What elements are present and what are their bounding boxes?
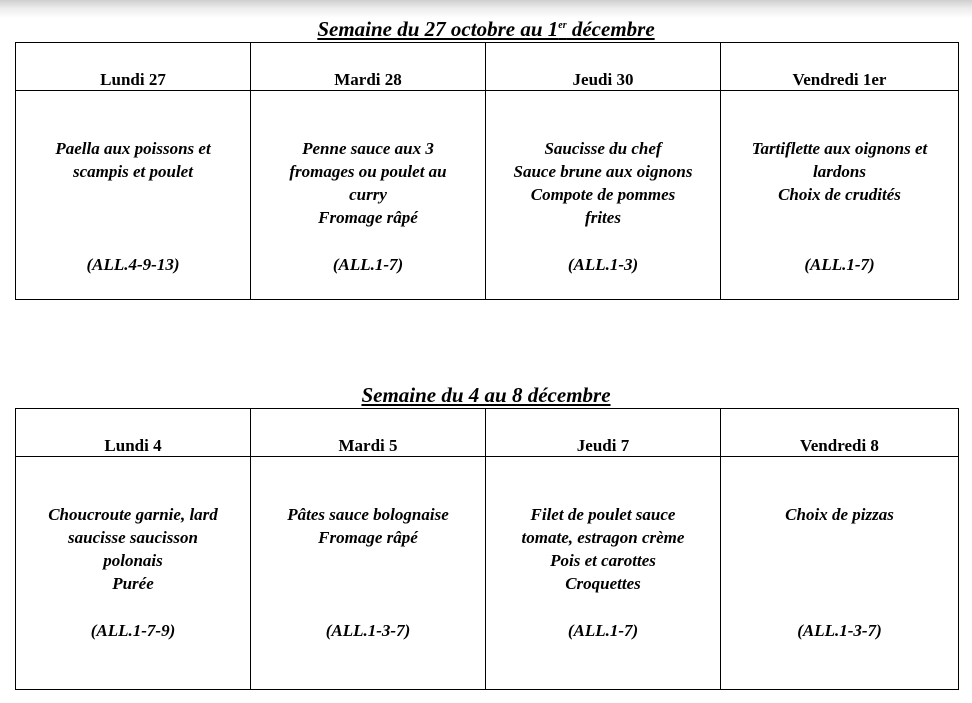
- dish-text: Filet de poulet sauce tomate, estragon crème Pois et carottes Croquettes: [521, 505, 685, 593]
- day-header-friday: Vendredi 1er: [721, 43, 959, 91]
- dish-text: Paella aux poissons et scampis et poulet: [55, 139, 211, 181]
- day-header-friday: Vendredi 8: [721, 409, 959, 457]
- allergens-text: (ALL.1-3-7): [797, 621, 882, 640]
- meal-cell-tuesday: [251, 91, 486, 300]
- allergens-text: (ALL.1-7): [567, 621, 639, 640]
- week-2-meal-row: [16, 457, 959, 690]
- week-1-menu-table: [15, 42, 959, 300]
- meal-cell-friday: [721, 457, 959, 690]
- day-header-thursday: Jeudi 30: [486, 43, 721, 91]
- meal-cell-tuesday: [251, 457, 486, 690]
- day-header-monday: Lundi 4: [16, 409, 251, 457]
- week-1-meal-row: [16, 91, 959, 300]
- meal-cell-monday: [16, 457, 251, 690]
- week-2-title: Semaine du 4 au 8 décembre: [361, 383, 611, 407]
- allergens-text: (ALL.1-3): [567, 255, 639, 274]
- meal-cell-thursday: [486, 91, 721, 300]
- top-shadow: [0, 0, 972, 18]
- day-header-monday: Lundi 27: [16, 43, 251, 91]
- meal-cell-friday: [721, 91, 959, 300]
- week-1-day-row: [16, 43, 959, 91]
- dish-text: Penne sauce aux 3 fromages ou poulet au curry Fromage râpé: [289, 139, 447, 227]
- dish-text: Pâtes sauce bolognaise Fromage râpé: [287, 505, 449, 547]
- dish-text: Choucroute garnie, lard saucisse saucisson polonais Purée: [48, 505, 218, 593]
- week-2-menu-table: [15, 408, 959, 690]
- week-2-day-row: [16, 409, 959, 457]
- dish-text: Tartiflette aux oignons et lardons Choix de crudités: [751, 139, 928, 204]
- allergens-text: (ALL.1-7): [332, 255, 404, 274]
- meal-cell-monday: [16, 91, 251, 300]
- dish-text: Choix de pizzas: [785, 505, 894, 524]
- allergens-text: (ALL.4-9-13): [86, 255, 180, 274]
- meal-cell-thursday: [486, 457, 721, 690]
- day-header-tuesday: Mardi 28: [251, 43, 486, 91]
- allergens-text: (ALL.1-3-7): [325, 621, 411, 640]
- allergens-text: (ALL.1-7-9): [90, 621, 176, 640]
- week-1-title: Semaine du 27 octobre au 1er décembre: [317, 17, 655, 41]
- day-header-thursday: Jeudi 7: [486, 409, 721, 457]
- dish-text: Saucisse du chef Sauce brune aux oignons Compote de pommes frites: [513, 139, 693, 227]
- day-header-tuesday: Mardi 5: [251, 409, 486, 457]
- allergens-text: (ALL.1-7): [804, 255, 875, 274]
